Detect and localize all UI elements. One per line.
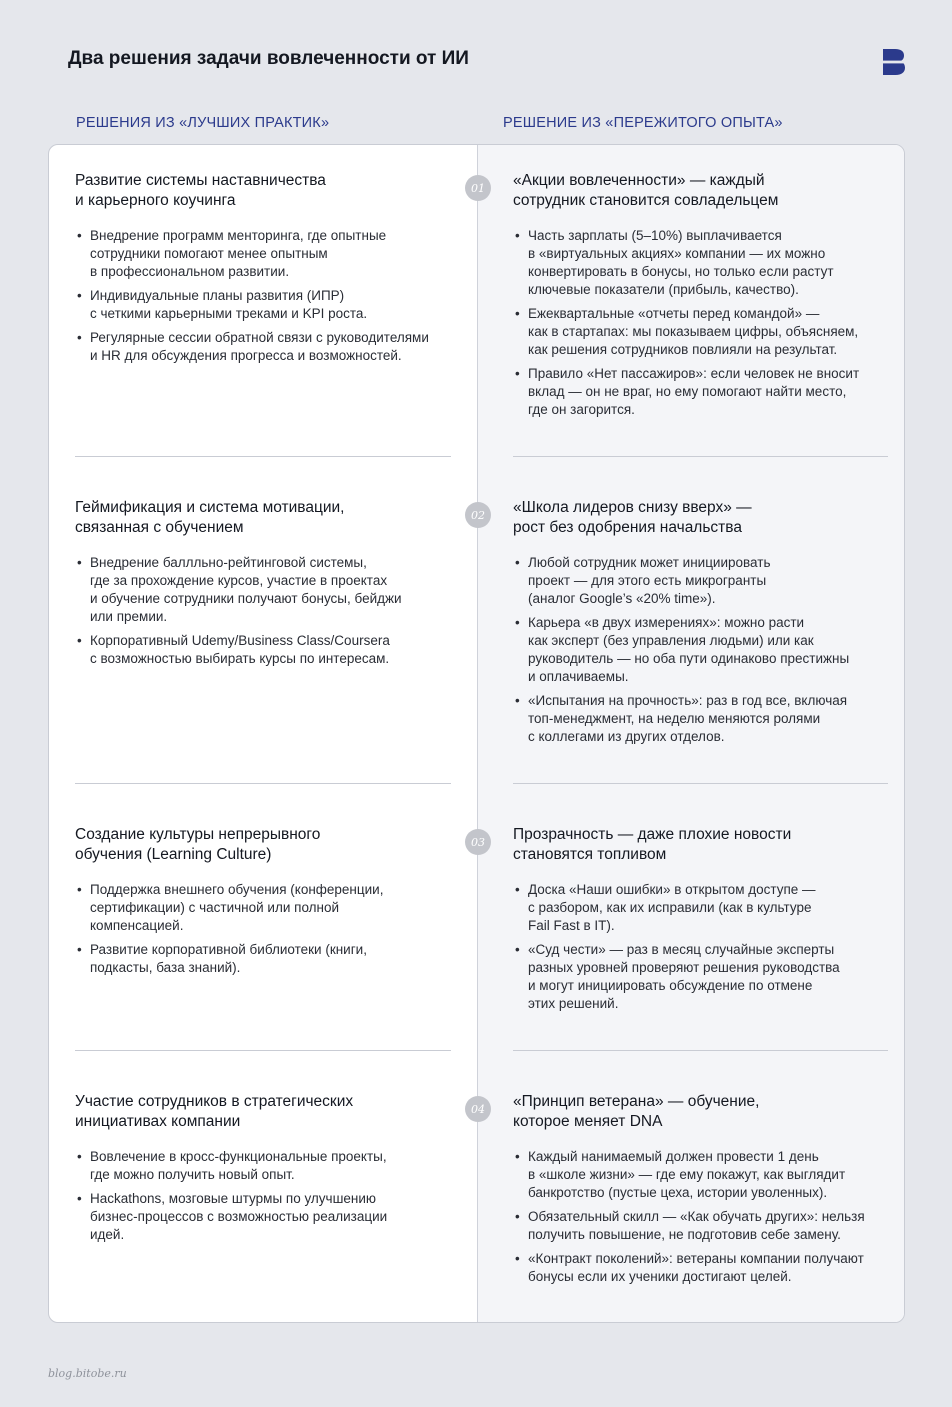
page-title: Два решения задачи вовлеченности от ИИ <box>68 48 469 69</box>
bullet-item: • «Контракт поколений»: ветераны компании получают бонусы если их ученики достигают целей. <box>513 1250 893 1286</box>
row-divider <box>75 1050 451 1051</box>
bullet-list <box>75 227 465 365</box>
bullet-list <box>513 554 893 746</box>
best-practice-title: Создание культуры непрерывного обучения (Learning Culture) <box>75 826 321 863</box>
bullet-item: • Регулярные сессии обратной связи с руководителями и HR для обсуждения прогресса и возможностей. <box>75 329 465 365</box>
column-header-best-practices: РЕШЕНИЯ ИЗ «ЛУЧШИХ ПРАКТИК» <box>76 115 330 131</box>
bullet-item: • Hackathons, мозговые штурмы по улучшению бизнес-процессов с возможностью реализации идей. <box>75 1190 465 1244</box>
best-practice-title: Участие сотрудников в стратегических инициативах компании <box>75 1093 354 1130</box>
bullet-item: • Поддержка внешнего обучения (конференции, сертификации) с частичной или полной компенсацией. <box>75 881 465 935</box>
best-practice-title: Развитие системы наставничества и карьерного коучинга <box>75 172 326 209</box>
bullet-list <box>513 881 893 1013</box>
bullet-list <box>75 881 465 977</box>
bullet-list <box>75 1148 465 1244</box>
bullet-item: • Часть зарплаты (5–10%) выплачивается в «виртуальных акциях» компании — их можно конвертировать в бонусы, но только если растут ключевые показатели (прибыль, качество). <box>513 227 893 299</box>
bullet-item: • Обязательный скилл — «Как обучать других»: нельзя получить повышение, не подготовив себе замену. <box>513 1208 893 1244</box>
bullet-item: • Развитие корпоративной библиотеки (книги, подкасты, база знаний). <box>75 941 465 977</box>
row-divider <box>513 783 888 784</box>
lived-experience-title: «Принцип ветерана» — обучение, которое меняет DNA <box>513 1093 760 1130</box>
lived-experience-block <box>513 1092 893 1292</box>
bullet-item: • Корпоративный Udemy/Business Class/Coursera с возможностью выбирать курсы по интересам. <box>75 632 465 668</box>
lived-experience-block <box>513 825 893 1019</box>
row-divider <box>75 783 451 784</box>
row-number-badge: 02 <box>465 502 491 528</box>
bullet-item: • Вовлечение в кросс-функциональные проекты, где можно получить новый опыт. <box>75 1148 465 1184</box>
bullet-list <box>75 554 465 668</box>
bitobe-logo-icon[interactable] <box>883 49 905 75</box>
lived-experience-block <box>513 171 893 425</box>
column-header-lived-experience: РЕШЕНИЕ ИЗ «ПЕРЕЖИТОГО ОПЫТА» <box>503 115 783 131</box>
lived-experience-title: «Школа лидеров снизу вверх» — рост без одобрения начальства <box>513 499 752 536</box>
row-number-badge: 03 <box>465 829 491 855</box>
lived-experience-block <box>513 498 893 752</box>
bullet-item: • Каждый нанимаемый должен провести 1 день в «школе жизни» — где ему покажут, как выглядит банкротство (пустые цеха, истории уволенных). <box>513 1148 893 1202</box>
row-divider <box>513 1050 888 1051</box>
bullet-list <box>513 1148 893 1286</box>
footer-source: blog.bitobe.ru <box>48 1367 127 1380</box>
lived-experience-title: Прозрачность — даже плохие новости становятся топливом <box>513 826 792 863</box>
comparison-card <box>48 144 905 1323</box>
best-practice-title: Геймификация и система мотивации, связанная с обучением <box>75 499 345 536</box>
best-practice-block <box>75 498 465 674</box>
lived-experience-title: «Акции вовлеченности» — каждый сотрудник становится совладельцем <box>513 172 779 209</box>
bullet-item: • Доска «Наши ошибки» в открытом доступе — с разбором, как их исправили (как в культуре Fail Fast в IT). <box>513 881 893 935</box>
bullet-item: • Внедрение баллльно-рейтинговой системы, где за прохождение курсов, участие в проектах и обучение сотрудники получают бонусы, бейджи или премии. <box>75 554 465 626</box>
best-practice-block <box>75 1092 465 1250</box>
best-practice-block <box>75 825 465 983</box>
row-number-badge: 01 <box>465 175 491 201</box>
row-divider <box>75 456 451 457</box>
bullet-item: • «Испытания на прочность»: раз в год все, включая топ-менеджмент, на неделю меняются ролями с коллегами из других отделов. <box>513 692 893 746</box>
row-divider <box>513 456 888 457</box>
bullet-item: • Ежеквартальные «отчеты перед командой» — как в стартапах: мы показываем цифры, объясняем, как решения сотрудников повлияли на результат. <box>513 305 893 359</box>
bullet-item: • «Суд чести» — раз в месяц случайные эксперты разных уровней проверяют решения руководства и могут инициировать обсуждение по отмене этих решений. <box>513 941 893 1013</box>
bullet-item: • Любой сотрудник может инициировать проект — для этого есть микрогранты (аналог Google’s «20% time»). <box>513 554 893 608</box>
bullet-item: • Карьера «в двух измерениях»: можно расти как эксперт (без управления людьми) или как руководитель — но оба пути одинаково престижны и оплачиваемы. <box>513 614 893 686</box>
row-number-badge: 04 <box>465 1096 491 1122</box>
bullet-item: • Внедрение программ менторинга, где опытные сотрудники помогают менее опытным в профессиональном развитии. <box>75 227 465 281</box>
bullet-list <box>513 227 893 419</box>
best-practice-block <box>75 171 465 371</box>
bullet-item: • Индивидуальные планы развития (ИПР) с четкими карьерными треками и KPI роста. <box>75 287 465 323</box>
bullet-item: • Правило «Нет пассажиров»: если человек не вносит вклад — он не враг, но ему помогают найти место, где он загорится. <box>513 365 893 419</box>
